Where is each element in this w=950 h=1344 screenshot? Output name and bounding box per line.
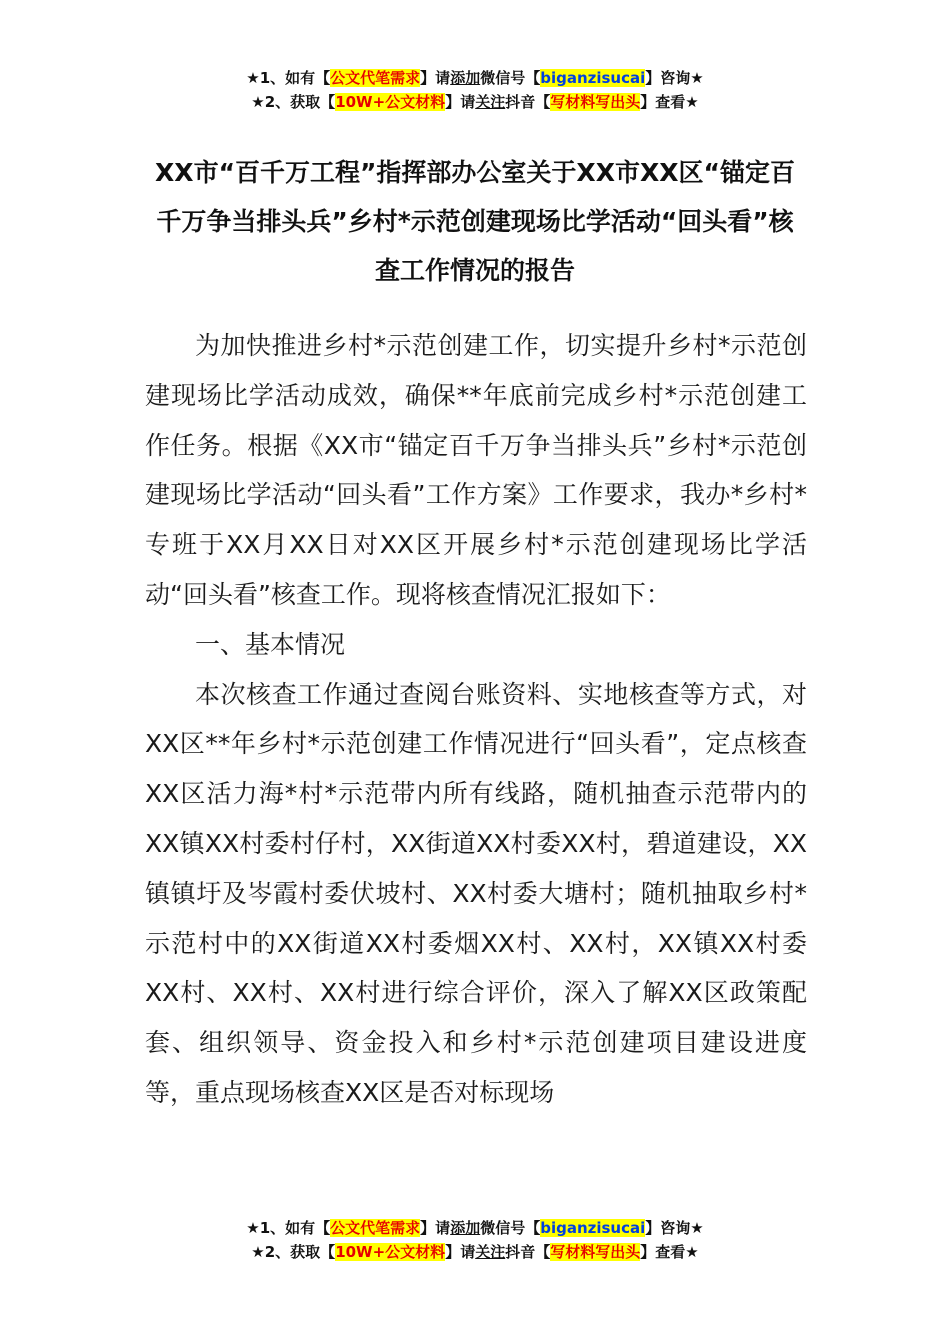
top-notice xyxy=(0,66,950,114)
douyin-account: 写材料写出头 xyxy=(550,1243,641,1261)
notice-text: 】咨询★ xyxy=(645,1219,704,1237)
notice-text: 】查看★ xyxy=(640,1243,699,1261)
notice-text-follow: 关注 xyxy=(475,93,506,111)
notice-line-2 xyxy=(0,1240,950,1264)
document-title: XX市“百千万工程”指挥部办公室关于XX市XX区“锚定百千万争当排头兵”乡村*示范创建现场比学活动“回头看”核查工作情况的报告 xyxy=(155,158,795,285)
notice-text: ★2、获取【 xyxy=(251,93,336,111)
intro-paragraph: 为加快推进乡村*示范创建工作，切实提升乡村*示范创建现场比学活动成效，确保**年底前完成乡村*示范创建工作任务。根据《XX市“锚定百千万争当排头兵”乡村*示范创建现场比学活动“回头看”工作方案》工作要求，我办*乡村*专班于XX月XX日对XX区开展乡村*示范创建现场比学活动“回头看”核查工作。现将核查情况汇报如下： xyxy=(145,331,807,609)
notice-text: 】请 xyxy=(445,1243,476,1261)
notice-text: ★1、如有【 xyxy=(246,69,331,87)
notice-text-add: 添加 xyxy=(450,1219,481,1237)
notice-text: 】咨询★ xyxy=(645,69,704,87)
highlight-materials: 10W+公文材料 xyxy=(335,93,446,111)
highlight-materials: 10W+公文材料 xyxy=(335,1243,446,1261)
notice-line-1 xyxy=(0,66,950,90)
document-body xyxy=(145,321,807,1118)
notice-text: 抖音【 xyxy=(505,1243,551,1261)
notice-text: 】请 xyxy=(445,93,476,111)
notice-text: 抖音【 xyxy=(505,93,551,111)
section-body-basic: 本次核查工作通过查阅台账资料、实地核查等方式，对XX区**年乡村*示范创建工作情况进行“回头看”，定点核查XX区活力海*村*示范带内所有线路，随机抽查示范带内的XX镇XX村委村仔村，XX街道XX村委XX村，碧道建设，XX镇镇圩及岑霞村委伏坡村、XX村委大塘村；随机抽取乡村*示范村中的XX街道XX村委烟XX村、XX村，XX镇XX村委XX村、XX村、XX村进行综合评价，深入了解XX区政策配套、组织领导、资金投入和乡村*示范创建项目建设进度等，重点现场核查XX区是否对标现场 xyxy=(145,679,807,1107)
notice-text: 】请 xyxy=(420,69,451,87)
notice-line-1 xyxy=(0,1216,950,1240)
highlight-ghostwriting: 公文代笔需求 xyxy=(330,1219,421,1237)
notice-text-add: 添加 xyxy=(450,69,481,87)
notice-text: 】查看★ xyxy=(640,93,699,111)
notice-text: ★1、如有【 xyxy=(246,1219,331,1237)
wechat-id: biganzisucai xyxy=(540,1219,646,1237)
notice-text: ★2、获取【 xyxy=(251,1243,336,1261)
section-heading-basic: 一、基本情况 xyxy=(195,629,346,659)
notice-text-follow: 关注 xyxy=(475,1243,506,1261)
highlight-ghostwriting: 公文代笔需求 xyxy=(330,69,421,87)
notice-text: 】请 xyxy=(420,1219,451,1237)
notice-line-2 xyxy=(0,90,950,114)
notice-text: 微信号【 xyxy=(480,69,541,87)
notice-text: 微信号【 xyxy=(480,1219,541,1237)
wechat-id: biganzisucai xyxy=(540,69,646,87)
douyin-account: 写材料写出头 xyxy=(550,93,641,111)
bottom-notice xyxy=(0,1216,950,1264)
